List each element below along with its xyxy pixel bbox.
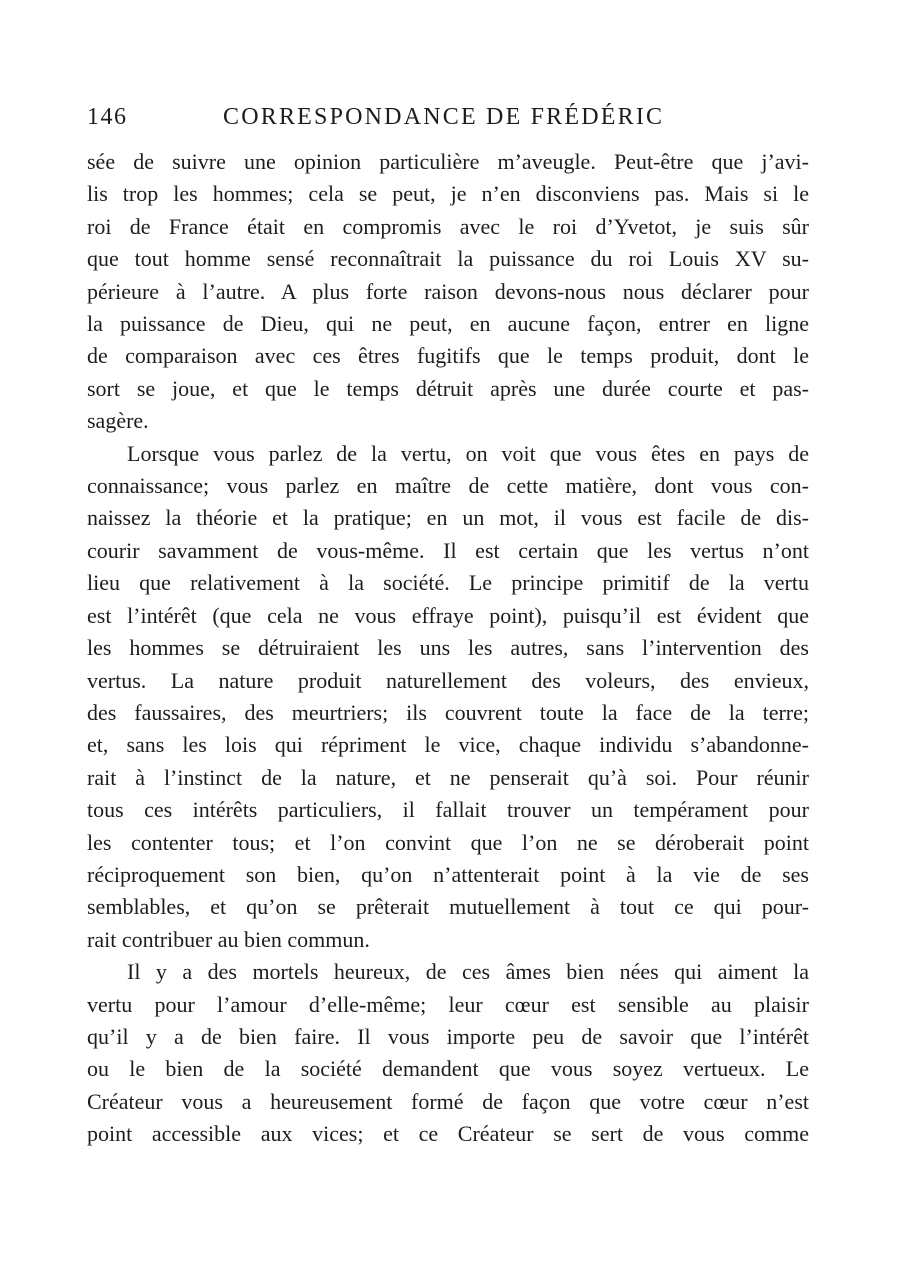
text-line: des faussaires, des meurtriers; ils couvrent toute la face de la terre; bbox=[87, 699, 809, 725]
text-line: rait à l’instinct de la nature, et ne penserait qu’à soi. Pour réunir bbox=[87, 764, 809, 790]
text-line: naissez la théorie et la pratique; en un mot, il vous est facile de dis- bbox=[87, 505, 809, 531]
text-line: Créateur vous a heureusement formé de façon que votre cœur n’est bbox=[87, 1088, 809, 1114]
text-line: semblables, et qu’on se prêterait mutuellement à tout ce qui pour- bbox=[87, 894, 809, 920]
text-line: tous ces intérêts particuliers, il fallait trouver un tempérament pour bbox=[87, 797, 809, 823]
paragraph-1 bbox=[87, 146, 809, 438]
text-line: vertu pour l’amour d’elle-même; leur cœur est sensible au plaisir bbox=[87, 991, 809, 1017]
page-header bbox=[87, 104, 813, 138]
text-line: ou le bien de la société demandent que vous soyez vertueux. Le bbox=[87, 1056, 809, 1082]
text-line: la puissance de Dieu, qui ne peut, en aucune façon, entrer en ligne bbox=[87, 311, 809, 337]
text-line: que tout homme sensé reconnaîtrait la puissance du roi Louis XV su- bbox=[87, 246, 809, 272]
text-line: connaissance; vous parlez en maître de cette matière, dont vous con- bbox=[87, 473, 809, 499]
text-line: réciproquement son bien, qu’on n’attenterait point à la vie de ses bbox=[87, 861, 809, 887]
paragraph-3 bbox=[87, 956, 809, 1150]
text-line: lieu que relativement à la société. Le principe primitif de la vertu bbox=[87, 570, 809, 596]
text-line: lis trop les hommes; cela se peut, je n’en disconviens pas. Mais si le bbox=[87, 181, 809, 207]
text-line: les hommes se détruiraient les uns les autres, sans l’intervention des bbox=[87, 635, 809, 661]
paragraph-2 bbox=[87, 438, 809, 957]
text-line: et, sans les lois qui répriment le vice, chaque individu s’abandonne- bbox=[87, 732, 809, 758]
text-line: Il y a des mortels heureux, de ces âmes bien nées qui aiment la bbox=[127, 959, 809, 985]
text-line: les contenter tous; et l’on convint que l’on ne se déroberait point bbox=[87, 829, 809, 855]
text-line: point accessible aux vices; et ce Créateur se sert de vous comme bbox=[87, 1121, 809, 1147]
text-line: roi de France était en compromis avec le roi d’Yvetot, je suis sûr bbox=[87, 213, 809, 239]
text-line: Lorsque vous parlez de la vertu, on voit que vous êtes en pays de bbox=[127, 440, 809, 466]
text-line: sort se joue, et que le temps détruit après une durée courte et pas- bbox=[87, 375, 809, 401]
text-line: périeure à l’autre. A plus forte raison devons-nous nous déclarer pour bbox=[87, 278, 809, 304]
body-text bbox=[87, 146, 809, 1151]
page-number: 146 bbox=[87, 104, 128, 130]
running-title: CORRESPONDANCE DE FRÉDÉRIC bbox=[223, 104, 665, 130]
text-line: est l’intérêt (que cela ne vous effraye point), puisqu’il est évident que bbox=[87, 602, 809, 628]
text-line: sagère. bbox=[87, 408, 149, 434]
text-line: courir savamment de vous-même. Il est certain que les vertus n’ont bbox=[87, 537, 809, 563]
text-line: sée de suivre une opinion particulière m’aveugle. Peut-être que j’avi- bbox=[87, 149, 809, 174]
text-line: vertus. La nature produit naturellement des voleurs, des envieux, bbox=[87, 667, 809, 693]
text-line: qu’il y a de bien faire. Il vous importe peu de savoir que l’intérêt bbox=[87, 1023, 809, 1049]
text-line: rait contribuer au bien commun. bbox=[87, 926, 370, 952]
text-line: de comparaison avec ces êtres fugitifs que le temps produit, dont le bbox=[87, 343, 809, 369]
